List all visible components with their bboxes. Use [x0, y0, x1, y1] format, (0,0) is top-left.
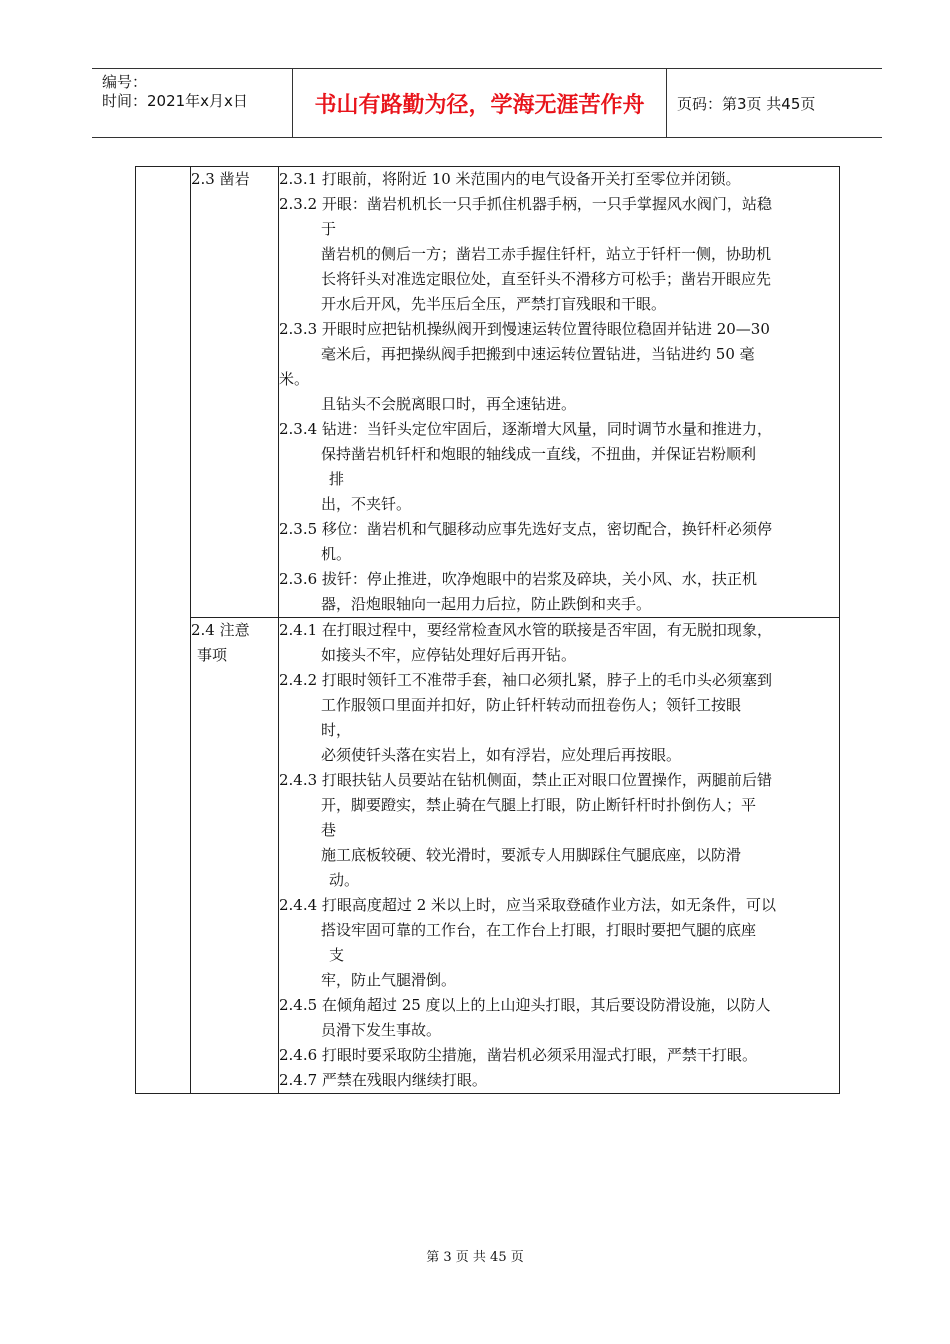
body-line: 毫米后，再把操纵阀手把搬到中速运转位置钻进，当钻进约 50 毫 — [321, 345, 755, 363]
section-title-line: 2.3 凿岩 — [191, 170, 250, 188]
page-footer — [0, 1246, 950, 1265]
body-line: 施工底板较硬、较光滑时，要派专人用脚踩住气腿底座，以防滑 — [321, 846, 742, 864]
procedure-table — [135, 166, 840, 1094]
body-line: 排 — [329, 470, 345, 488]
body-line: 2.3.6 拔钎：停止推进，吹净炮眼中的岩浆及碎块，关小风、水，扶正机 — [279, 570, 757, 588]
body-line: 2.4.5 在倾角超过 25 度以上的上山迎头打眼，其后要设防滑设施，以防人 — [279, 996, 771, 1014]
header-motto: 书山有路勤为径，学海无涯苦作舟 — [292, 69, 667, 137]
body-line: 且钻头不会脱离眼口时，再全速钻进。 — [321, 395, 577, 413]
table-row — [136, 618, 840, 1094]
doc-time: 时间：2021年x月x日 — [102, 92, 248, 110]
body-line: 器，沿炮眼轴向一起用力后拉，防止跌倒和夹手。 — [321, 595, 652, 613]
body-line: 2.4.7 严禁在残眼内继续打眼。 — [279, 1071, 487, 1089]
body-line: 于 — [321, 220, 337, 238]
body-line: 时， — [321, 721, 352, 739]
body-line: 保持凿岩机钎杆和炮眼的轴线成一直线，不扭曲，并保证岩粉顺利 — [321, 445, 757, 463]
section-title-line: 事项 — [197, 646, 228, 664]
body-line: 开水后开风，先半压后全压，严禁打盲残眼和干眼。 — [321, 295, 667, 313]
body-line: 2.4.4 打眼高度超过 2 米以上时，应当采取登碴作业方法，如无条件，可以 — [279, 896, 777, 914]
body-line: 米。 — [279, 370, 310, 388]
body-line: 2.3.1 打眼前，将附近 10 米范围内的电气设备开关打至零位并闭锁。 — [279, 170, 741, 188]
body-line: 必须使钎头落在实岩上，如有浮岩，应处理后再按眼。 — [321, 746, 682, 764]
body-line: 牢，防止气腿滑倒。 — [321, 971, 457, 989]
section-body — [279, 167, 840, 618]
body-line: 员滑下发生事故。 — [321, 1021, 442, 1039]
header-page-info: 页码：第3页 共45页 — [677, 94, 816, 113]
body-line: 2.4.6 打眼时要采取防尘措施，凿岩机必须采用湿式打眼，严禁干打眼。 — [279, 1046, 757, 1064]
body-line: 2.4.1 在打眼过程中，要经常检查风水管的联接是否牢固，有无脱扣现象， — [279, 621, 772, 639]
body-line: 机。 — [321, 545, 352, 563]
body-line: 支 — [329, 946, 345, 964]
body-line: 搭设牢固可靠的工作台，在工作台上打眼，打眼时要把气腿的底座 — [321, 921, 757, 939]
section-title — [191, 167, 279, 618]
body-line: 开，脚要蹬实，禁止骑在气腿上打眼，防止断钎杆时扑倒伤人；平 — [321, 796, 757, 814]
doc-number-label: 编号： — [102, 73, 148, 91]
body-line: 凿岩机的侧后一方；凿岩工赤手握住钎杆，站立于钎杆一侧，协助机 — [321, 245, 772, 263]
header-meta — [92, 69, 292, 137]
page-header — [92, 68, 882, 138]
body-line: 动。 — [329, 871, 360, 889]
body-line: 2.3.4 钻进：当钎头定位牢固后，逐渐增大风量，同时调节水量和推进力， — [279, 420, 772, 438]
body-line: 2.4.2 打眼时领钎工不准带手套，袖口必须扎紧，脖子上的毛巾头必须塞到 — [279, 671, 772, 689]
body-line: 如接头不牢，应停钻处理好后再开钻。 — [321, 646, 577, 664]
body-line: 出，不夹钎。 — [321, 495, 412, 513]
section-title — [191, 618, 279, 1094]
section-title-line: 2.4 注意 — [191, 621, 250, 639]
body-line: 工作服领口里面并扣好，防止钎杆转动而扭卷伤人；领钎工按眼 — [321, 696, 742, 714]
section-body — [279, 618, 840, 1094]
table-row — [136, 167, 840, 618]
body-line: 2.4.3 打眼扶钻人员要站在钻机侧面，禁止正对眼口位置操作，两腿前后错 — [279, 771, 772, 789]
footer-page-number: 第 3 页 共 45 页 — [426, 1250, 524, 1265]
body-line: 长将钎头对准选定眼位处，直至钎头不滑移方可松手；凿岩开眼应先 — [321, 270, 772, 288]
body-line: 2.3.2 开眼：凿岩机机长一只手抓住机器手柄，一只手掌握风水阀门，站稳 — [279, 195, 772, 213]
body-line: 2.3.3 开眼时应把钻机操纵阀开到慢速运转位置待眼位稳固并钻进 20—30 — [279, 320, 770, 338]
body-line: 2.3.5 移位：凿岩机和气腿移动应事先选好支点，密切配合，换钎杆必须停 — [279, 520, 772, 538]
body-line: 巷 — [321, 821, 337, 839]
category-cell — [136, 167, 191, 1094]
